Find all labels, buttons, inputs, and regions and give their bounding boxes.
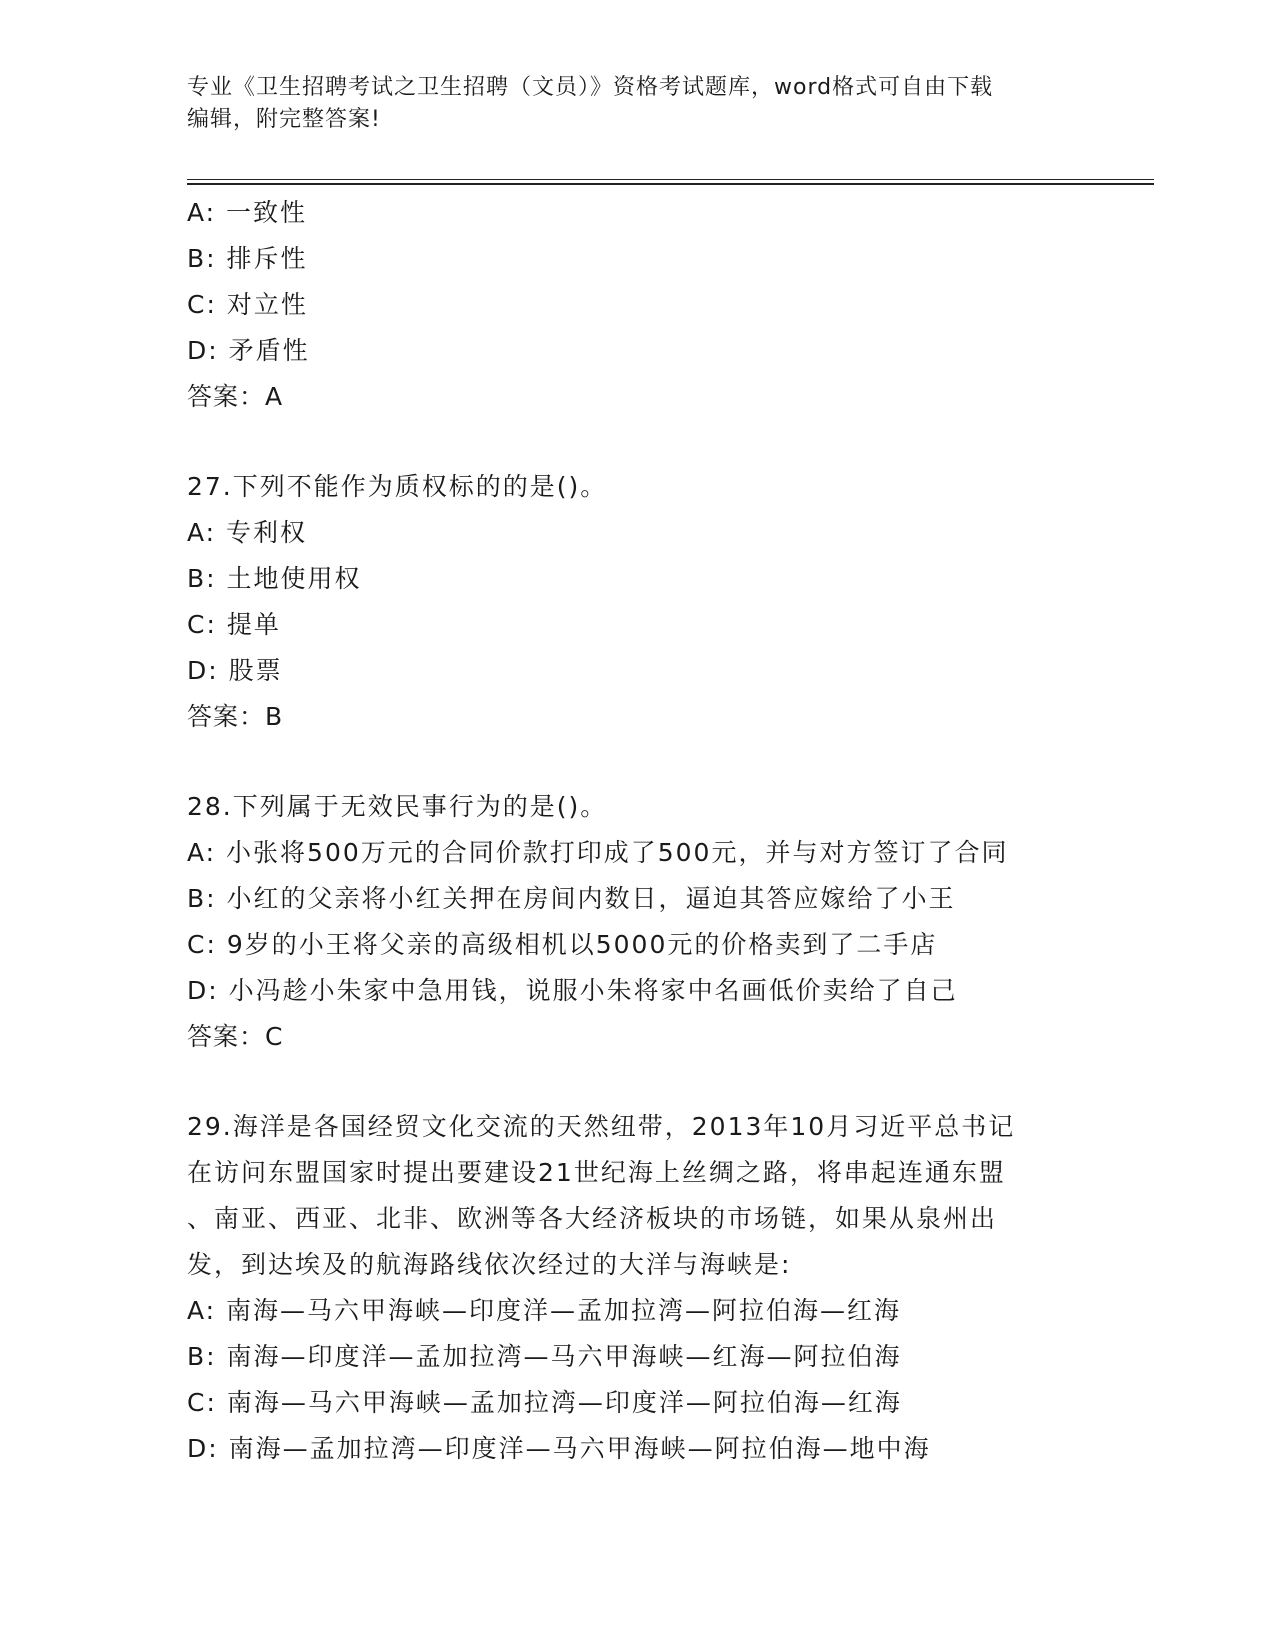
question-stem-line-4: 发，到达埃及的航海路线依次经过的大洋与海峡是:: [187, 1250, 792, 1279]
question-27: [187, 464, 1087, 740]
question-26: [187, 190, 1087, 420]
question-stem: 27.下列不能作为质权标的的是()。: [187, 472, 608, 501]
header-line-2: 编辑，附完整答案!: [187, 107, 381, 132]
header-divider-thick: [187, 183, 1154, 185]
option-b: B: 小红的父亲将小红关押在房间内数日，逼迫其答应嫁给了小王: [187, 884, 956, 913]
option-a: A: 专利权: [187, 518, 308, 547]
option-d: D: 小冯趁小朱家中急用钱，说服小朱将家中名画低价卖给了自己: [187, 976, 958, 1005]
option-c: C: 9岁的小王将父亲的高级相机以5000元的价格卖到了二手店: [187, 930, 938, 959]
option-a: A: 小张将500万元的合同价款打印成了500元，并与对方签订了合同: [187, 838, 1009, 867]
question-stem-line-1: 29.海洋是各国经贸文化交流的天然纽带，2013年10月习近平总书记: [187, 1112, 1016, 1141]
option-d: D: 南海—孟加拉湾—印度洋—马六甲海峡—阿拉伯海—地中海: [187, 1434, 931, 1463]
question-stem-line-3: 、南亚、西亚、北非、欧洲等各大经济板块的市场链，如果从泉州出: [187, 1204, 998, 1233]
header-divider-thin: [187, 179, 1154, 180]
option-c: C: 对立性: [187, 290, 308, 319]
option-c: C: 南海—马六甲海峡—孟加拉湾—印度洋—阿拉伯海—红海: [187, 1388, 902, 1417]
option-d: D: 矛盾性: [187, 336, 310, 365]
question-stem-line-2: 在访问东盟国家时提出要建设21世纪海上丝绸之路，将串起连通东盟: [187, 1158, 1006, 1187]
question-28: [187, 784, 1087, 1060]
option-a: A: 南海—马六甲海峡—印度洋—孟加拉湾—阿拉伯海—红海: [187, 1296, 902, 1325]
option-b: B: 土地使用权: [187, 564, 362, 593]
answer-line: 答案：C: [187, 1022, 284, 1051]
question-stem: 28.下列属于无效民事行为的是()。: [187, 792, 608, 821]
option-d: D: 股票: [187, 656, 283, 685]
answer-line: 答案：B: [187, 702, 284, 731]
document-header: [187, 72, 1067, 136]
option-a: A: 一致性: [187, 198, 308, 227]
option-c: C: 提单: [187, 610, 281, 639]
header-line-1: 专业《卫生招聘考试之卫生招聘（文员）》资格考试题库，word格式可自由下载: [187, 75, 994, 100]
option-b: B: 排斥性: [187, 244, 308, 273]
question-content: [187, 190, 1087, 1472]
option-b: B: 南海—印度洋—孟加拉湾—马六甲海峡—红海—阿拉伯海: [187, 1342, 902, 1371]
question-29: [187, 1104, 1087, 1472]
answer-line: 答案：A: [187, 382, 284, 411]
